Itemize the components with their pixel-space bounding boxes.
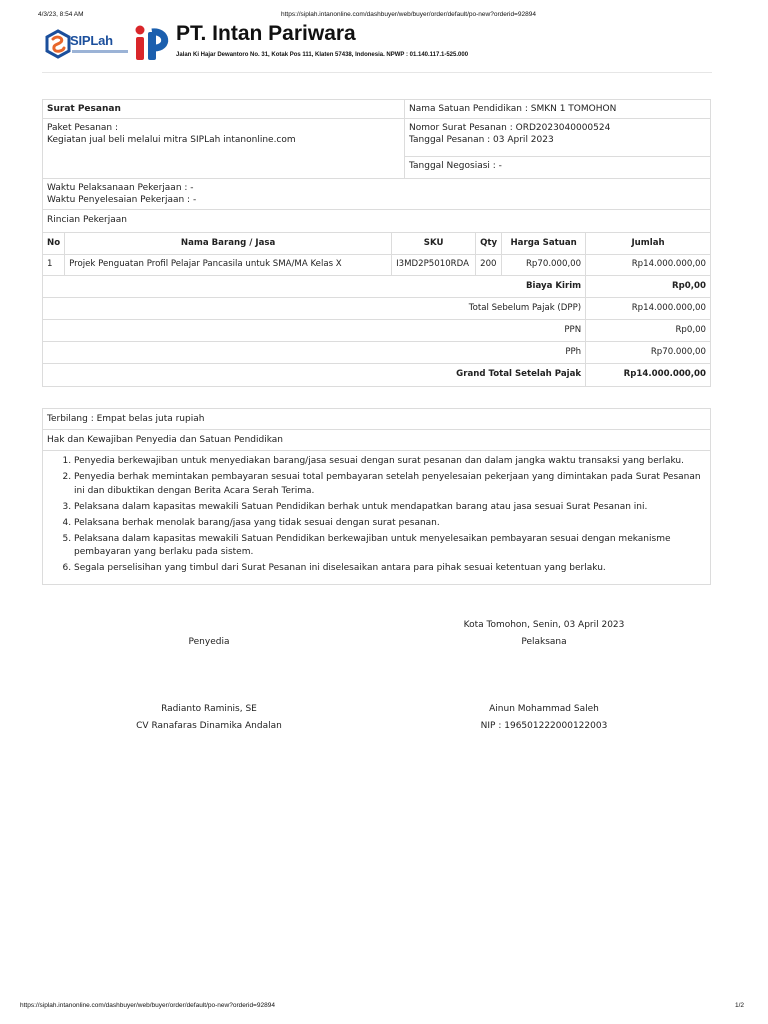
list-item: 2. Penyedia berhak memintakan pembayaran sesuai total pembayaran setelah penyelesaian pekerjaan yang dimintakan pada Surat Pesanan ini dan dibuktikan dengan Berita Acara Serah Terima. — [74, 471, 702, 499]
letterhead — [42, 24, 712, 73]
cell-no: 1 — [43, 255, 65, 276]
summary-value: Rp0,00 — [586, 276, 710, 298]
details-label: Rincian Pekerjaan — [47, 215, 127, 226]
work-start: Waktu Pelaksanaan Pekerjaan : - — [47, 183, 194, 194]
header-total: Jumlah — [586, 233, 710, 255]
summary-label: Grand Total Setelah Pajak — [43, 364, 586, 386]
executor-nip: NIP : 196501222000122003 — [480, 721, 608, 731]
order-number: Nomor Surat Pesanan : ORD2023040000524 — [409, 123, 611, 134]
rights-title: Hak dan Kewajiban Penyedia dan Satuan Pendidikan — [47, 434, 283, 445]
summary-label: Biaya Kirim — [43, 276, 586, 298]
terms-block — [42, 408, 711, 586]
provider-role: Penyedia — [188, 637, 230, 647]
package-info — [43, 119, 405, 178]
siplah-logo-icon — [44, 29, 72, 59]
executor-name: Ainun Mohammad Saleh — [489, 704, 599, 714]
header-name: Nama Barang / Jasa — [65, 233, 392, 255]
siplah-logo — [44, 27, 128, 63]
summary-row-dpp — [43, 298, 710, 320]
items-table-header — [43, 233, 710, 255]
summary-row-grand-total — [43, 364, 710, 386]
rights-list — [43, 455, 710, 579]
header-sku: SKU — [392, 233, 476, 255]
summary-value: Rp70.000,00 — [586, 342, 710, 364]
purchase-order — [42, 99, 711, 585]
cell-total: Rp14.000.000,00 — [586, 255, 710, 276]
list-item: 1. Penyedia berkewajiban untuk menyediakan barang/jasa sesuai dengan surat pesanan dan dalam jangka waktu transaksi yang berlaku. — [74, 455, 702, 469]
order-title: Surat Pesanan — [43, 100, 405, 118]
order-date: Tanggal Pesanan : 03 April 2023 — [409, 135, 554, 146]
header-unit-price: Harga Satuan — [502, 233, 586, 255]
siplah-tagline — [72, 50, 128, 53]
summary-value: Rp14.000.000,00 — [623, 369, 706, 380]
header-qty: Qty — [476, 233, 502, 255]
executor-role: Pelaksana — [521, 637, 567, 647]
intan-pariwara-logo-icon — [134, 24, 170, 62]
cell-sku: I3MD2P5010RDA — [392, 255, 476, 276]
cell-qty: 200 — [476, 255, 502, 276]
print-header — [38, 11, 730, 21]
print-date: 4/3/23, 8:54 AM — [38, 11, 84, 18]
negotiation-date: Tanggal Negosiasi : - — [409, 161, 502, 172]
order-header-block — [42, 99, 711, 387]
company-address: Jalan Ki Hajar Dewantoro No. 31, Kotak Pos 111, Klaten 57438, Indonesia. NPWP : 01.140.117.1-525.000 — [176, 52, 469, 58]
print-url: https://siplah.intanonline.com/dashbuyer/web/buyer/order/default/po-new?orderid=92894 — [281, 11, 536, 18]
company-name: PT. Intan Pariwara — [176, 22, 356, 45]
amount-in-words: Terbilang : Empat belas juta rupiah — [47, 413, 205, 424]
summary-row-ppn — [43, 320, 710, 342]
summary-value: Rp0,00 — [586, 320, 710, 342]
footer-url: https://siplah.intanonline.com/dashbuyer/web/buyer/order/default/po-new?orderid=92894 — [20, 1002, 275, 1009]
summary-value: Rp14.000.000,00 — [586, 298, 710, 320]
summary-label: Total Sebelum Pajak (DPP) — [43, 298, 586, 320]
page-number: 1/2 — [734, 1002, 744, 1009]
provider-name: Radianto Raminis, SE — [161, 704, 257, 714]
cell-unit-price: Rp70.000,00 — [502, 255, 586, 276]
place-date: Kota Tomohon, Senin, 03 April 2023 — [463, 620, 625, 630]
list-item: 4. Pelaksana berhak menolak barang/jasa yang tidak sesuai dengan surat pesanan. — [74, 517, 702, 531]
package-label: Paket Pesanan : — [47, 123, 119, 134]
summary-label: PPh — [43, 342, 586, 364]
provider-company: CV Ranafaras Dinamika Andalan — [136, 721, 282, 731]
package-value: Kegiatan jual beli melalui mitra SIPLah intanonline.com — [47, 135, 296, 146]
header-no: No — [43, 233, 65, 255]
list-item: 5. Pelaksana dalam kapasitas mewakili Satuan Pendidikan berkewajiban untuk menyelesaikan pembayaran sesuai dengan mekanisme pembayaran yang berlaku pada sistem. — [74, 533, 702, 561]
list-item: 3. Pelaksana dalam kapasitas mewakili Satuan Pendidikan berhak untuk mendapatkan barang atau jasa sesuai Surat Pesanan ini. — [74, 501, 702, 515]
print-footer — [20, 1002, 744, 1012]
items-table — [43, 233, 710, 386]
siplah-wordmark: SIPLah — [70, 33, 113, 48]
table-row — [43, 255, 710, 276]
order-meta — [405, 119, 710, 178]
school-name: Nama Satuan Pendidikan : SMKN 1 TOMOHON — [409, 104, 617, 114]
summary-label: PPN — [43, 320, 586, 342]
summary-row-shipping — [43, 276, 710, 298]
summary-row-pph — [43, 342, 710, 364]
work-schedule — [43, 179, 710, 209]
cell-name: Projek Penguatan Profil Pelajar Pancasila untuk SMA/MA Kelas X — [65, 255, 392, 276]
list-item: 6. Segala perselisihan yang timbul dari Surat Pesanan ini diselesaikan antara para pihak sesuai ketentuan yang berlaku. — [74, 562, 702, 576]
work-end: Waktu Penyelesaian Pekerjaan : - — [47, 195, 197, 206]
